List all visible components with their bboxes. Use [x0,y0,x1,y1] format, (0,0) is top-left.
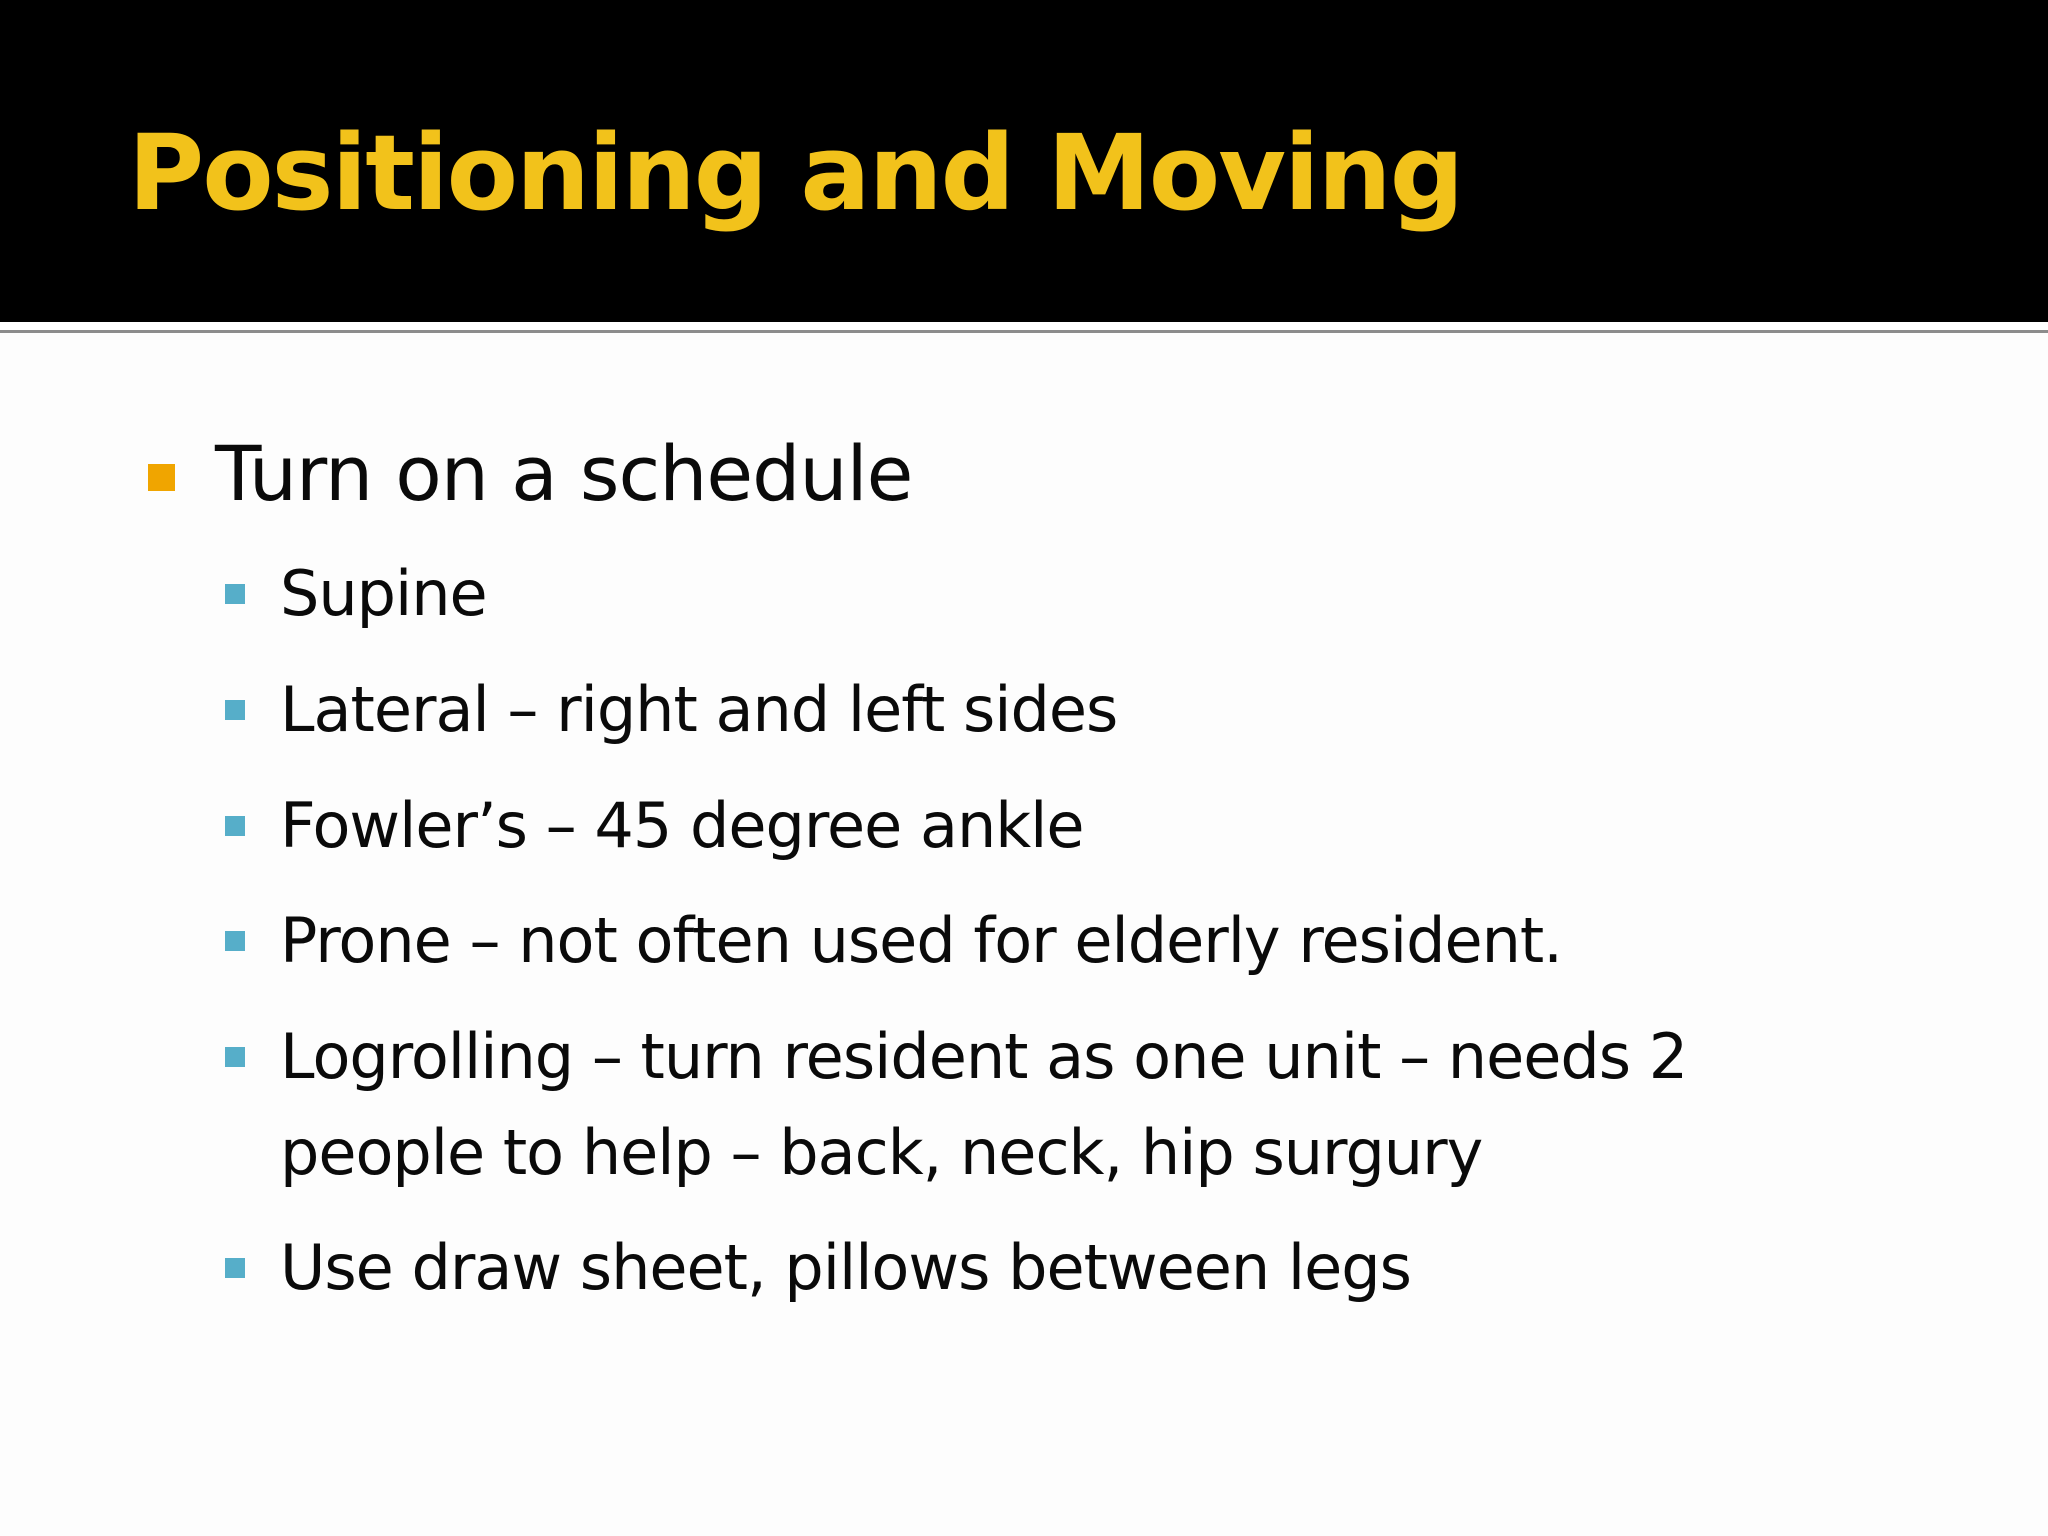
square-bullet-icon [148,464,175,491]
square-bullet-icon [225,700,245,720]
slide-title: Positioning and Moving [128,112,1463,234]
square-bullet-icon [225,816,245,836]
bullet-text: Supine [280,557,487,630]
square-bullet-icon [225,1258,245,1278]
bullet-text: Use draw sheet, pillows between legs [280,1231,1411,1304]
bullet-text: Logrolling – turn resident as one unit – needs 2 [280,1020,1688,1093]
bullet-text: Lateral – right and left sides [280,673,1118,746]
bullet-text: Fowler’s – 45 degree ankle [280,789,1084,862]
bullet-text: Turn on a schedule [215,429,913,518]
square-bullet-icon [225,584,245,604]
bullet-text: Prone – not often used for elderly resident. [280,904,1562,977]
square-bullet-icon [225,931,245,951]
bullet-text: people to help – back, neck, hip surgury [280,1116,1483,1189]
square-bullet-icon [225,1047,245,1067]
